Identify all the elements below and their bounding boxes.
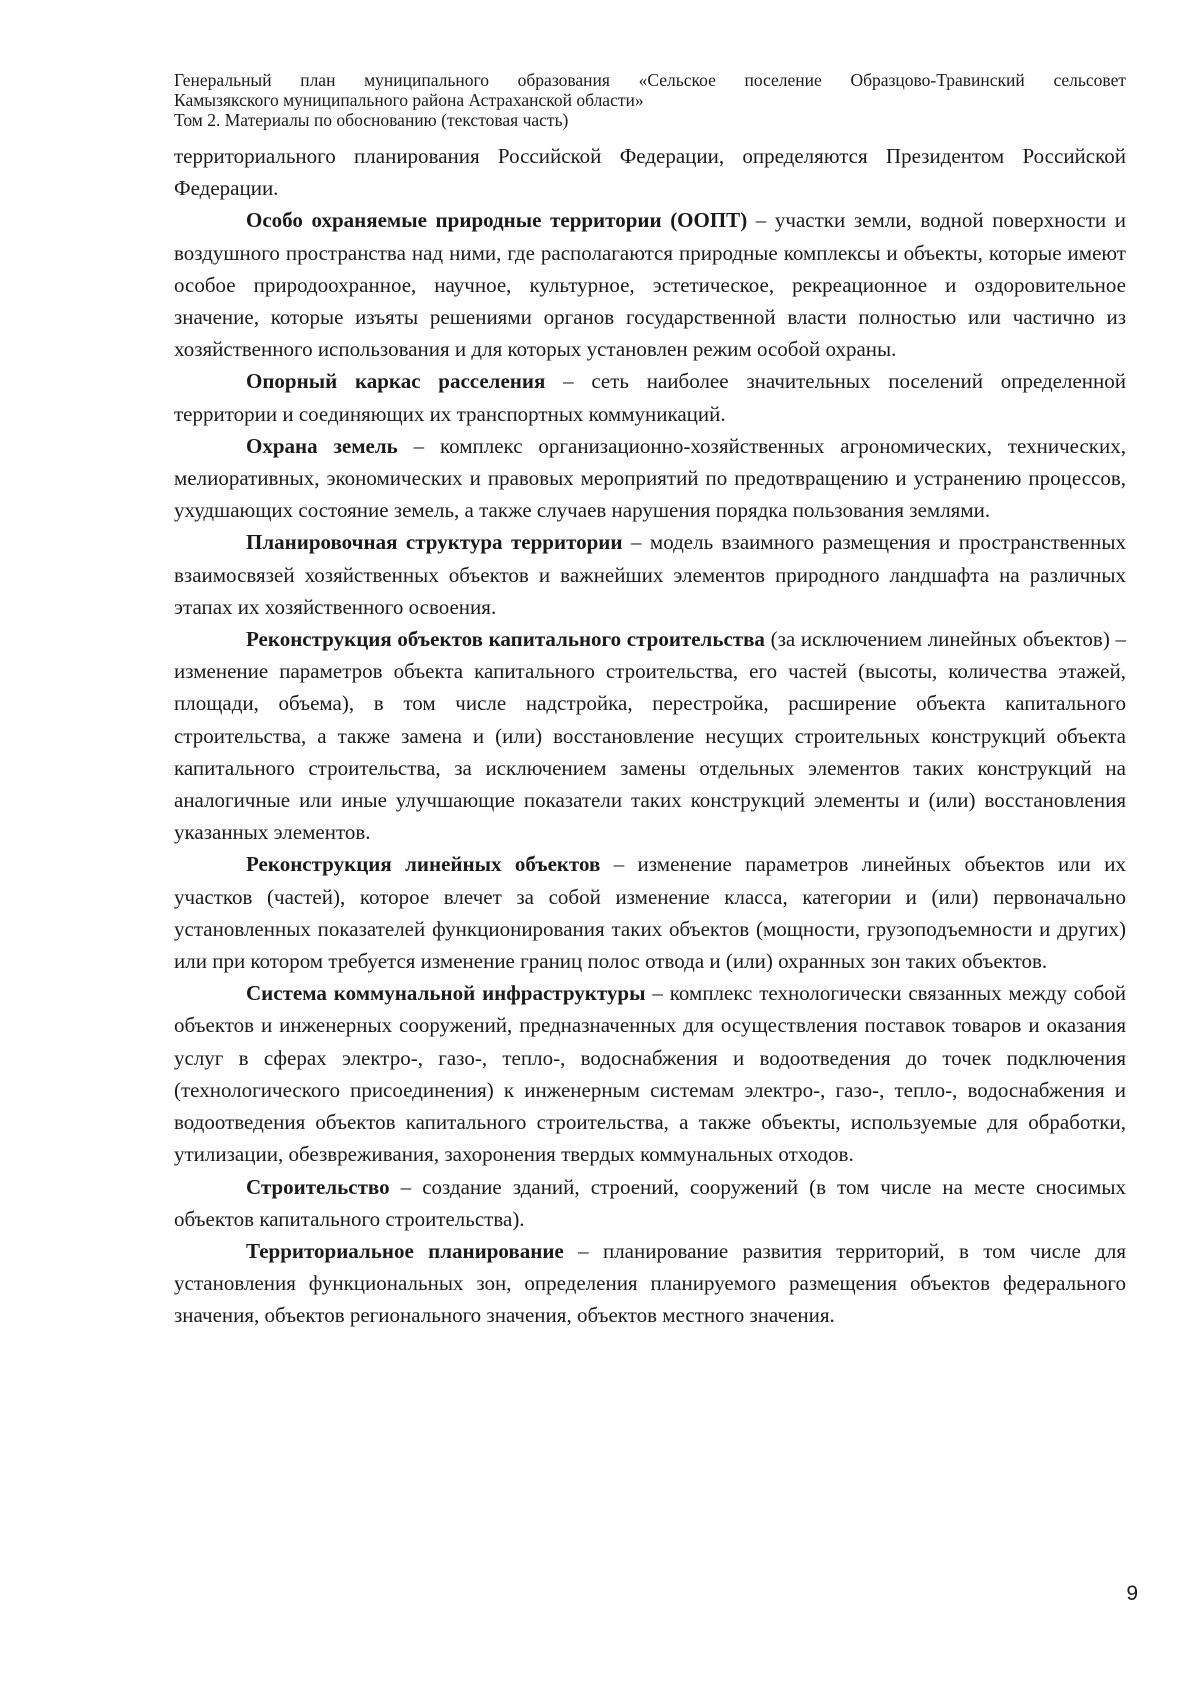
definition-term: Охрана земель	[246, 433, 398, 458]
definition-text: – сеть наиболее значительных поселений определенной территории и соединяющих их транспортных коммуникаций.	[174, 369, 1127, 426]
definition-term: Особо охраняемые природные территории (ООПТ)	[246, 208, 748, 233]
definition-text: – комплекс организационно-хозяйственных агрономических, технических, мелиоративных, экономических и правовых мероприятий по предотвращению и устранению процессов, ухудшающих состояние земель, а также случаев нарушения порядка пользования землями.	[174, 433, 1126, 523]
definition-paragraph-land-protection	[174, 430, 1126, 527]
definition-term: Реконструкция объектов капитального строительства	[246, 627, 765, 652]
header-volume-line: Том 2. Материалы по обоснованию (текстовая часть)	[174, 110, 569, 130]
definition-paragraph-linear-reconstruction	[174, 848, 1126, 977]
definition-text: – планирование развития территорий, в том числе для установления функциональных зон, определения планируемого размещения объектов федерального значения, объектов регионального значения, объектов местного значения.	[174, 1238, 1126, 1328]
definition-term: Опорный каркас расселения	[246, 369, 546, 394]
definition-paragraph-settlement-framework	[174, 365, 1126, 429]
definition-term: Реконструкция линейных объектов	[246, 852, 601, 877]
definition-text: – модель взаимного размещения и пространственных взаимосвязей хозяйственных объектов и важнейших элементов природного ландшафта на различных этапах их хозяйственного освоения.	[174, 530, 1127, 619]
definition-text: – комплекс технологически связанных между собой объектов и инженерных сооружений, предназначенных для осуществления поставок товаров и оказания услуг в сферах электро-, газо-, тепло-, водоснабжения и водоотведения до точек подключения (технологического присоединения) к инженерным системам электро-, газо-, тепло-, водоснабжения и водоотведения объектов капитального строительства, а также объекты, используемые для обработки, утилизации, обезвреживания, захоронения твердых коммунальных отходов.	[174, 981, 1126, 1167]
definition-term: Строительство	[246, 1174, 390, 1199]
document-body	[174, 140, 1126, 1332]
definition-text: – участки земли, водной поверхности и воздушного пространства над ними, где располагаются природные комплексы и объекты, которые имеют особое природоохранное, научное, культурное, эстетическое, рекреационное и оздоровительное значение, которые изъяты решениями органов государственной власти полностью или частично из хозяйственного использования и для которых установлен режим особой охраны.	[174, 208, 1126, 362]
header-title-line-1: Генеральный план муниципального образования «Сельское поселение Образцово-Травинский сельсовет	[174, 70, 1126, 90]
definition-term: Территориальное планирование	[246, 1238, 564, 1263]
definition-term: Система коммунальной инфраструктуры	[246, 981, 646, 1006]
definition-paragraph-capital-reconstruction	[174, 623, 1126, 848]
definition-paragraph-utility-infrastructure	[174, 977, 1126, 1170]
definition-text: – создание зданий, строений, сооружений (в том числе на месте сносимых объектов капитального строительства).	[174, 1174, 1126, 1231]
definition-term: Планировочная структура территории	[246, 530, 623, 555]
definition-paragraph-planning-structure	[174, 526, 1126, 623]
definition-paragraph-construction	[174, 1171, 1126, 1235]
definition-text: (за исключением линейных объектов) – изменение параметров объекта капитального строительства, его частей (высоты, количества этажей, площади, объема), в том числе надстройка, перестройка, расширение объекта капитального строительства, а также замена и (или) восстановление несущих строительных конструкций объекта капитального строительства, за исключением замены отдельных элементов таких конструкций на аналогичные или иные улучшающие показатели таких конструкций элементы и (или) восстановления указанных элементов.	[174, 627, 1126, 845]
definition-paragraph-territorial-planning	[174, 1235, 1126, 1332]
continuation-paragraph: территориального планирования Российской Федерации, определяются Президентом Российской Федерации.	[174, 144, 1126, 201]
running-header	[174, 70, 1126, 130]
definition-paragraph-oopt	[174, 204, 1126, 365]
definition-text: – изменение параметров линейных объектов или их участков (частей), которое влечет за собой изменение класса, категории и (или) первоначально установленных показателей функционирования таких объектов (мощности, грузоподъемности и других) или при котором требуется изменение границ полос отвода и (или) охранных зон таких объектов.	[174, 852, 1126, 974]
page-number: 9	[1126, 1582, 1138, 1605]
header-title-line-2: Камызякского муниципального района Астраханской области»	[174, 90, 644, 110]
